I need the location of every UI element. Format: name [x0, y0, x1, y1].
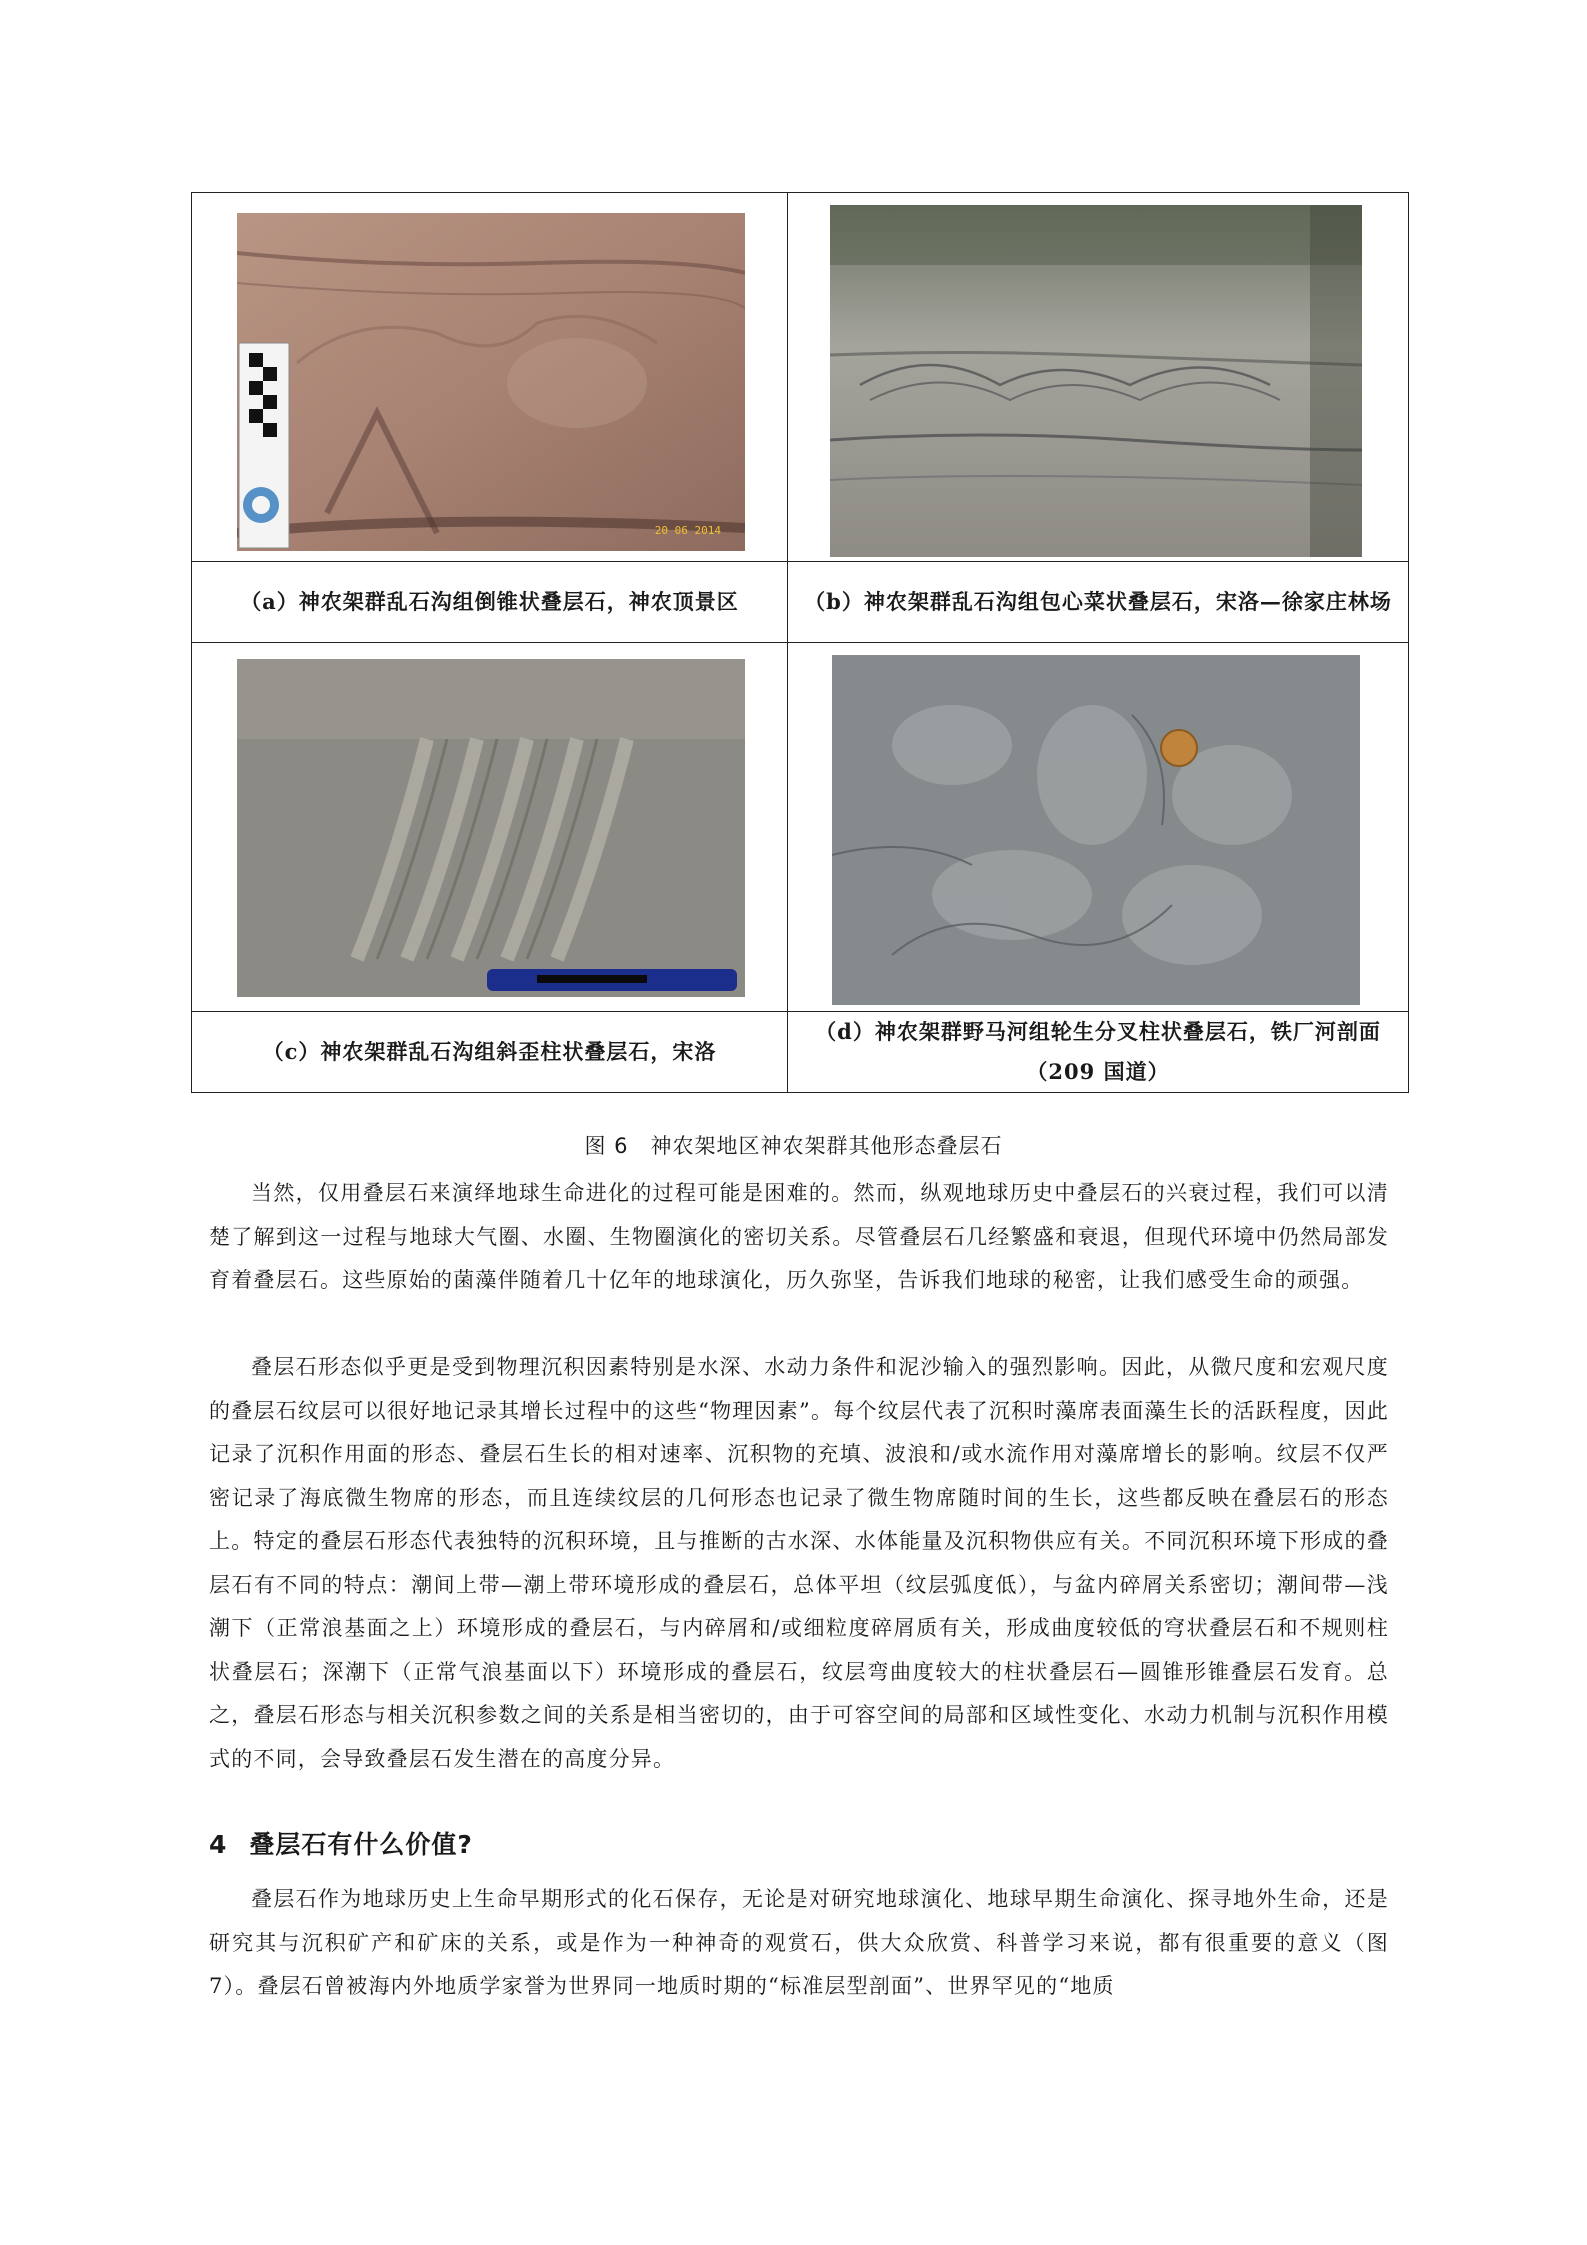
cabbage-stromatolite-photo — [830, 205, 1362, 557]
caption-b: （b）神农架群乱石沟组包心菜状叠层石，宋洛—徐家庄林场 — [788, 562, 1409, 643]
photo-date-stamp: 20 06 2014 — [654, 524, 721, 537]
figure-6-table — [191, 192, 1409, 1093]
section-title: 叠层石有什么价值? — [249, 1830, 473, 1859]
oblique-columnar-stromatolite-photo — [237, 659, 745, 997]
photo-cell-b — [788, 193, 1409, 562]
paragraph-3: 叠层石作为地球历史上生命早期形式的化石保存，无论是对研究地球演化、地球早期生命演化、探寻地外生命，还是研究其与沉积矿产和矿床的关系，或是作为一种神奇的观赏石，供大众欣赏、科普学习来说，都有很重要的意义（图 7）。叠层石曾被海内外地质学家誉为世界同一地质时期的“标准层型剖面”、世界罕见的“地质 — [209, 1887, 1389, 1998]
conical-stromatolite-photo — [237, 213, 745, 551]
section-number: 4 — [209, 1830, 228, 1859]
paragraph-1: 当然，仅用叠层石来演绎地球生命进化的过程可能是困难的。然而，纵观地球历史中叠层石的兴衰过程，我们可以清楚了解到这一过程与地球大气圈、水圈、生物圈演化的密切关系。尽管叠层石几经繁盛和衰退，但现代环境中仍然局部发育着叠层石。这些原始的菌藻伴随着几十亿年的地球演化，历久弥坚，告诉我们地球的秘密，让我们感受生命的顽强。 — [209, 1181, 1389, 1292]
photo-cell-c — [192, 643, 788, 1012]
branching-columnar-stromatolite-photo — [832, 655, 1360, 1005]
caption-c: （c）神农架群乱石沟组斜歪柱状叠层石，宋洛 — [192, 1012, 788, 1093]
photo-cell-d — [788, 643, 1409, 1012]
caption-d: （d）神农架群野马河组轮生分叉柱状叠层石，铁厂河剖面（209 国道） — [788, 1012, 1409, 1093]
photo-cell-a — [192, 193, 788, 562]
paragraph-2: 叠层石形态似乎更是受到物理沉积因素特别是水深、水动力条件和泥沙输入的强烈影响。因此，从微尺度和宏观尺度的叠层石纹层可以很好地记录其增长过程中的这些“物理因素”。每个纹层代表了沉积时藻席表面藻生长的活跃程度，因此记录了沉积作用面的形态、叠层石生长的相对速率、沉积物的充填、波浪和/或水流作用对藻席增长的影响。纹层不仅严密记录了海底微生物席的形态，而且连续纹层的几何形态也记录了微生物席随时间的生长，这些都反映在叠层石的形态上。特定的叠层石形态代表独特的沉积环境，且与推断的古水深、水体能量及沉积物供应有关。不同沉积环境下形成的叠层石有不同的特点：潮间上带—潮上带环境形成的叠层石，总体平坦（纹层弧度低），与盆内碎屑关系密切；潮间带—浅潮下（正常浪基面之上）环境形成的叠层石，与内碎屑和/或细粒度碎屑质有关，形成曲度较低的穹状叠层石和不规则柱状叠层石；深潮下（正常气浪基面以下）环境形成的叠层石，纹层弯曲度较大的柱状叠层石—圆锥形锥叠层石发育。总之，叠层石形态与相关沉积参数之间的关系是相当密切的，由于可容空间的局部和区域性变化、水动力机制与沉积作用模式的不同，会导致叠层石发生潜在的高度分异。 — [209, 1355, 1389, 1771]
section-heading — [209, 1825, 473, 1861]
figure-caption: 图 6 神农架地区神农架群其他形态叠层石 — [584, 1134, 1003, 1158]
caption-a: （a）神农架群乱石沟组倒锥状叠层石，神农顶景区 — [192, 562, 788, 643]
